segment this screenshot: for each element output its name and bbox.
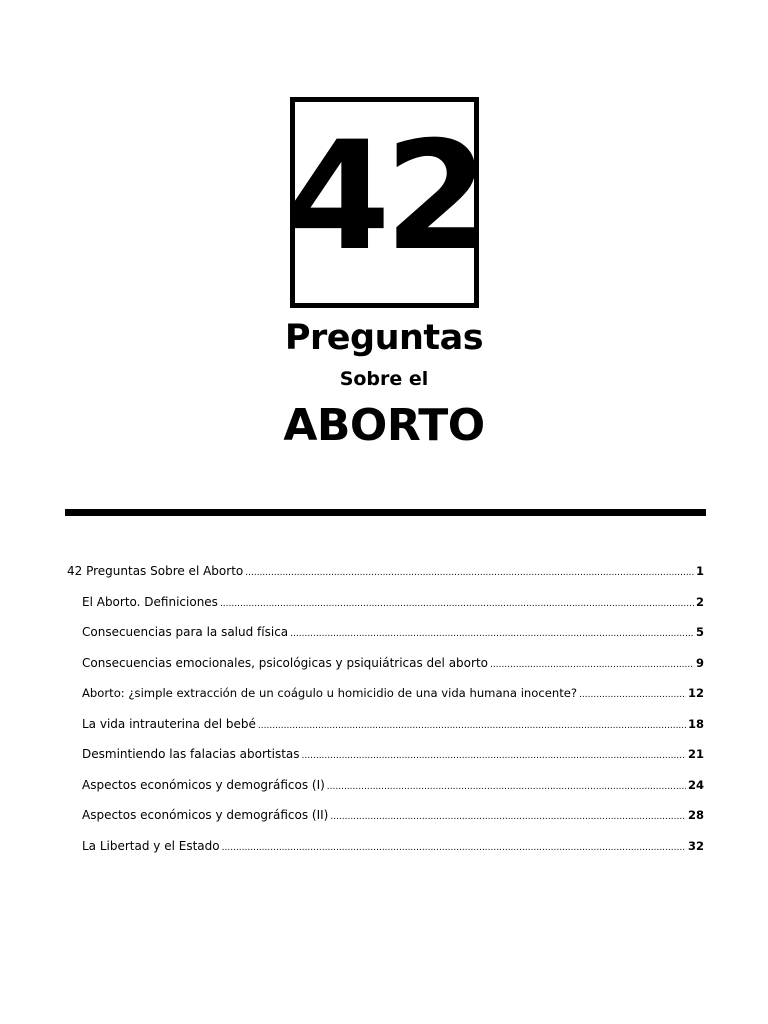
toc-entry-page: 32: [687, 839, 704, 853]
toc-entry[interactable]: [67, 560, 704, 582]
toc-entry-title: Aspectos económicos y demográficos (II): [82, 808, 329, 822]
toc-entry-title: Consecuencias emocionales, psicológicas y psiquiátricas del aborto: [82, 656, 488, 670]
toc-entry-page: 21: [687, 747, 704, 761]
toc-entry[interactable]: [82, 621, 704, 643]
toc-leader-dots: [222, 837, 686, 859]
cover-subtitle: Sobre el: [339, 368, 429, 390]
toc-entry-page: 24: [687, 778, 704, 792]
toc-entry-title: 42 Preguntas Sobre el Aborto: [67, 564, 244, 578]
cover-number-box: [286, 97, 483, 308]
toc-leader-dots: [490, 654, 694, 676]
toc-entry[interactable]: [82, 713, 704, 735]
toc-entry-page: 1: [695, 564, 704, 578]
toc-entry-page: 5: [695, 625, 704, 639]
toc-entry[interactable]: [82, 774, 704, 796]
horizontal-divider: [65, 509, 706, 516]
toc-entry[interactable]: [82, 835, 704, 857]
toc-entry-title: Aspectos económicos y demográficos (I): [82, 778, 325, 792]
toc-entry[interactable]: [82, 804, 704, 826]
toc-leader-dots: [330, 806, 686, 828]
toc-entry-title: Desmintiendo las falacias abortistas: [82, 747, 300, 761]
toc-entry-page: 9: [695, 656, 704, 670]
toc-entry-page: 18: [687, 717, 704, 731]
toc-leader-dots: [220, 593, 694, 615]
cover-number: 42: [286, 109, 483, 284]
toc-entry-title: Consecuencias para la salud física: [82, 625, 289, 639]
toc-leader-dots: [245, 562, 694, 584]
toc-entry-page: 2: [695, 595, 704, 609]
toc-entry-title: La Libertad y el Estado: [82, 839, 220, 853]
toc-leader-dots: [258, 715, 686, 737]
cover-topic: ABORTO: [283, 400, 485, 451]
toc-entry[interactable]: [82, 682, 704, 704]
toc-entry-title: Aborto: ¿simple extracción de un coágulo u homicidio de una vida humana inocente?: [82, 686, 578, 700]
toc-entry-page: 28: [687, 808, 704, 822]
toc-entry-title: El Aborto. Definiciones: [82, 595, 218, 609]
toc-entry-page: 12: [687, 686, 704, 700]
toc-entry-title: La vida intrauterina del bebé: [82, 717, 256, 731]
toc-entry[interactable]: [82, 591, 704, 613]
toc-leader-dots: [290, 623, 694, 645]
toc-leader-dots: [579, 684, 686, 706]
cover-title: Preguntas: [284, 318, 484, 358]
toc-leader-dots: [302, 745, 686, 767]
toc-entry[interactable]: [82, 652, 704, 674]
toc-entry[interactable]: [82, 743, 704, 765]
toc-leader-dots: [327, 776, 686, 798]
